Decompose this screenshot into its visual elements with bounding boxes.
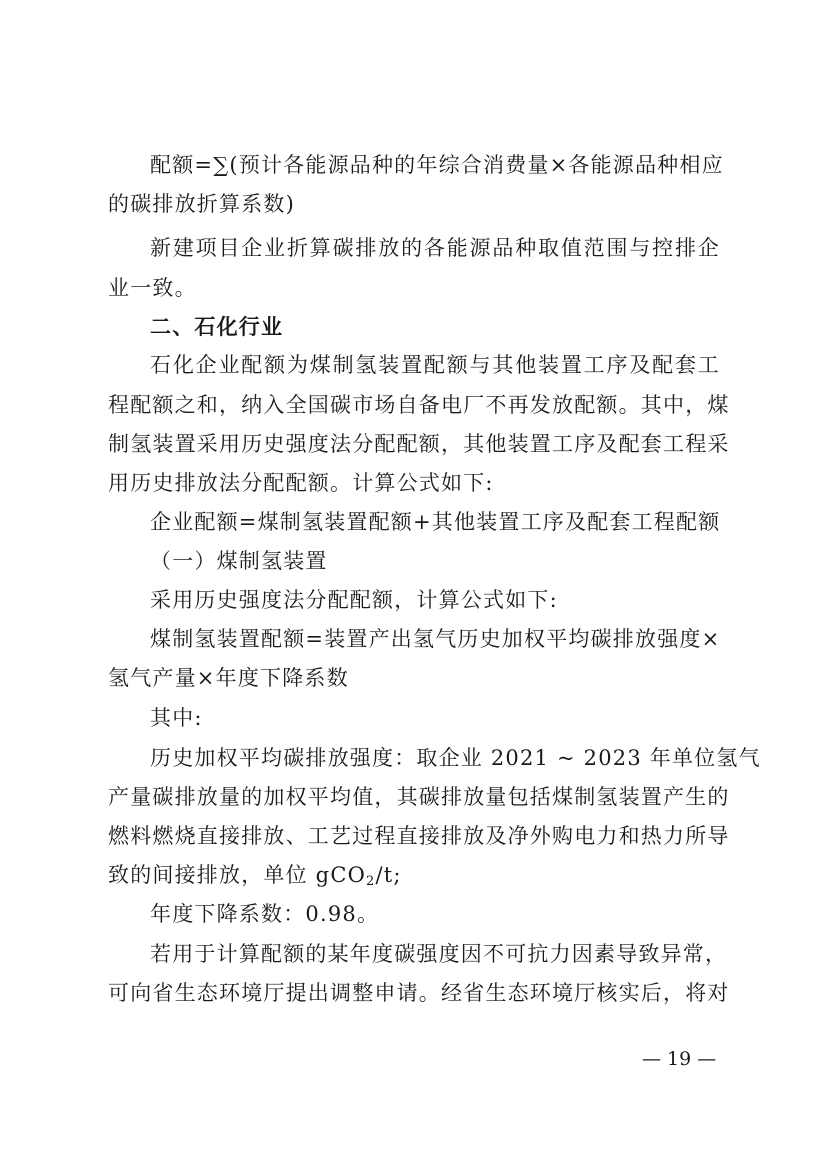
unit-subscript: 2 <box>366 874 376 889</box>
unit-suffix: /t; <box>375 863 402 887</box>
paragraph-line: 其中: <box>150 706 203 730</box>
formula-line-2: 的碳排放折算系数) <box>108 192 295 216</box>
paragraph-line: 制氢装置采用历史强度法分配配额，其他装置工序及配套工程采 <box>108 432 730 456</box>
paragraph-line: 石化企业配额为煤制氢装置配额与其他装置工序及配套工 <box>150 353 720 377</box>
formula-line: 氢气产量×年度下降系数 <box>108 666 349 690</box>
paragraph-line: 燃料燃烧直接排放、工艺过程直接排放及净外购电力和热力所导 <box>108 824 730 848</box>
formula-line: 企业配额=煤制氢装置配额+其他装置工序及配套工程配额 <box>150 510 721 534</box>
paragraph-line: 用历史排放法分配配额。计算公式如下: <box>108 471 494 495</box>
unit-line <box>108 860 720 897</box>
formula-line-1: 配额=∑(预计各能源品种的年综合消费量×各能源品种相应 <box>150 153 724 177</box>
subsection-heading: （一）煤制氢装置 <box>150 549 328 573</box>
paragraph-line: 历史加权平均碳排放强度：取企业 2021 ~ 2023 年单位氢气 <box>150 746 761 770</box>
paragraph-line: 新建项目企业折算碳排放的各能源品种取值范围与控排企 <box>150 236 720 260</box>
paragraph-line: 程配额之和，纳入全国碳市场自备电厂不再发放配额。其中，煤 <box>108 393 730 417</box>
formula-line: 煤制氢装置配额=装置产出氢气历史加权平均碳排放强度× <box>150 627 721 651</box>
paragraph-line: 产量碳排放量的加权平均值，其碳排放量包括煤制氢装置产生的 <box>108 785 730 809</box>
paragraph-line: 可向省生态环境厅提出调整申请。经省生态环境厅核实后，将对 <box>108 981 730 1005</box>
paragraph-line: 采用历史强度法分配配额，计算公式如下: <box>150 588 558 612</box>
page-number: — 19 — <box>642 1048 717 1070</box>
paragraph-line: 业一致。 <box>108 276 197 300</box>
section-heading: 二、石化行业 <box>150 315 284 339</box>
unit-prefix: 致的间接排放，单位 gCO <box>108 863 367 887</box>
paragraph-line: 年度下降系数：0.98。 <box>150 902 380 926</box>
paragraph-line: 若用于计算配额的某年度碳强度因不可抗力因素导致异常， <box>150 942 728 966</box>
